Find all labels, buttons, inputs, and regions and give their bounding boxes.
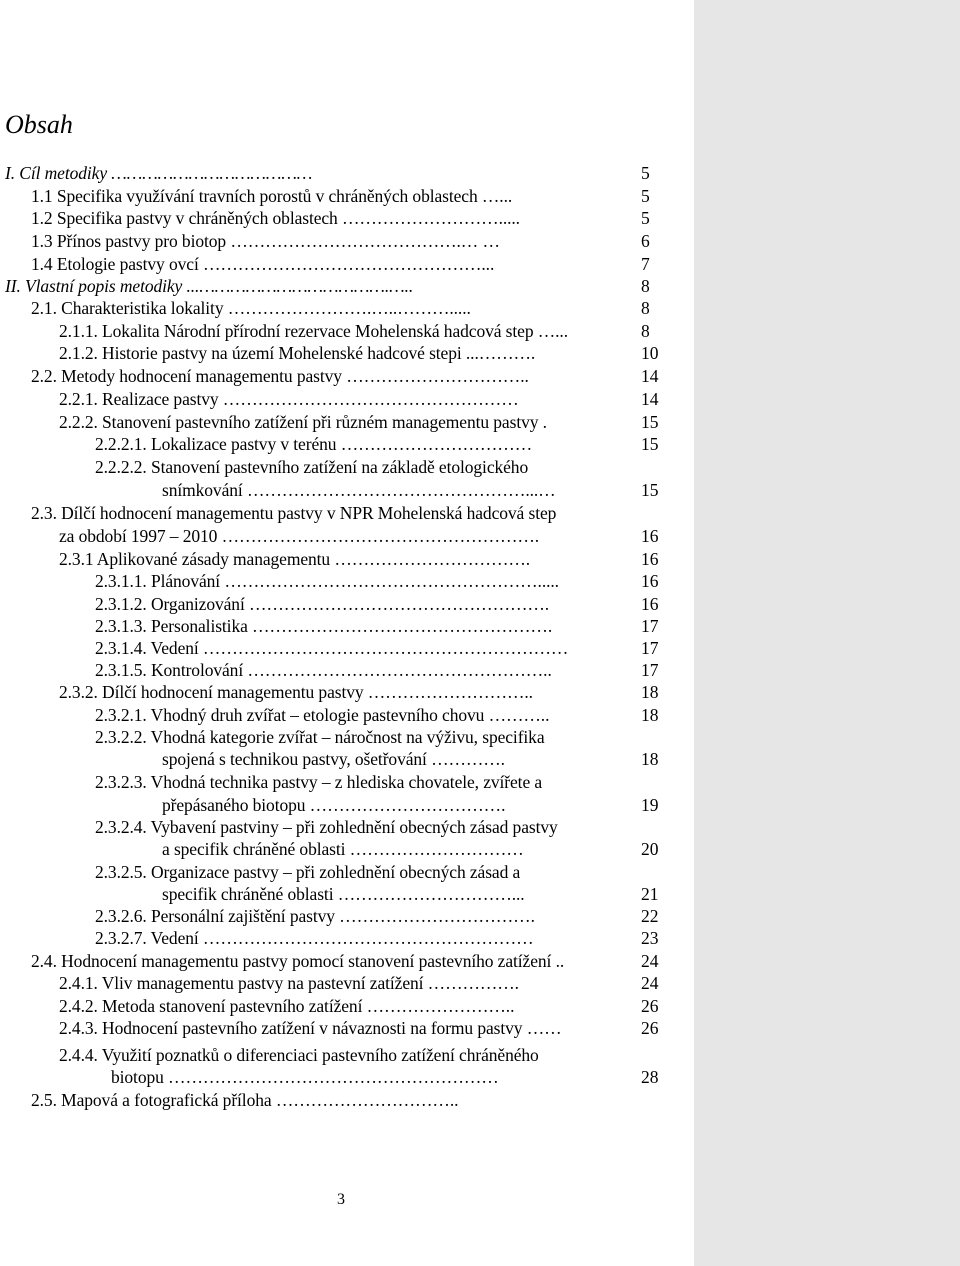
comment-sidebar: [694, 0, 960, 1266]
toc-entry: 2.3.1.3. Personalistika …………………………………………….: [95, 616, 553, 636]
toc-entry: specifik chráněné oblasti …………………………...: [162, 884, 525, 904]
toc-entry: 2.1.1. Lokalita Národní přírodní rezervace Mohelenská hadcová step …...: [59, 321, 568, 341]
toc-entry: 2.4.4. Využití poznatků o diferenciaci pastevního zatížení chráněného: [59, 1045, 539, 1065]
toc-entry: spojená s technikou pastvy, ošetřování ………….: [162, 749, 505, 769]
toc-entry: 2.3.2.1. Vhodný druh zvířat – etologie pastevního chovu ………..: [95, 705, 550, 725]
toc-entry: 2.3. Dílčí hodnocení managementu pastvy v NPR Mohelenská hadcová step: [31, 503, 557, 523]
toc-page-number: 15: [641, 480, 659, 500]
toc-entry: 2.3.1 Aplikované zásady managementu …………………………….: [59, 549, 531, 569]
toc-entry: 2.3.2.2. Vhodná kategorie zvířat – náročnost na výživu, specifika: [95, 727, 545, 747]
toc-page-number: 14: [641, 366, 659, 386]
toc-page-number: 24: [641, 951, 659, 971]
toc-page-number: 20: [641, 839, 659, 859]
toc-page-number: 8: [641, 276, 650, 296]
toc-page-number: 24: [641, 973, 659, 993]
toc-page-number: 15: [641, 412, 659, 432]
toc-entry: 2.2.2. Stanovení pastevního zatížení při různém managementu pastvy .: [59, 412, 547, 432]
toc-page-number: 16: [641, 571, 659, 591]
toc-entry: 2.3.2.5. Organizace pastvy – při zohlednění obecných zásad a: [95, 862, 521, 882]
toc-page-number: 6: [641, 231, 650, 251]
toc-page-number: 16: [641, 549, 659, 569]
toc-entry: 2.3.2. Dílčí hodnocení managementu pastvy ………………………..: [59, 682, 533, 702]
toc-entry: 1.2 Specifika pastvy v chráněných oblastech ……………………….....: [31, 208, 520, 228]
toc-page-number: 5: [641, 186, 650, 206]
toc-entry: 2.1.2. Historie pastvy na území Mohelenské hadcové stepi ...……….: [59, 343, 536, 363]
toc-entry: 1.4 Etologie pastvy ovcí …………………………………………...: [31, 254, 495, 274]
toc-page-number: 7: [641, 254, 650, 274]
toc-entry: 2.2. Metody hodnocení managementu pastvy …………………………..: [31, 366, 529, 386]
toc-entry: 2.3.1.4. Vedení ………………………………………………………: [95, 638, 569, 658]
toc-page-number: 22: [641, 906, 659, 926]
toc-entry: 2.1. Charakteristika lokality …………………….…..……….....: [31, 298, 471, 318]
toc-entry: 2.4.2. Metoda stanovení pastevního zatížení ……………………..: [59, 996, 515, 1016]
toc-page-number: 18: [641, 682, 659, 702]
toc-page-number: 14: [641, 389, 659, 409]
toc-page-number: 17: [641, 660, 659, 680]
toc-page-number: 16: [641, 526, 659, 546]
toc-entry: 2.2.2.1. Lokalizace pastvy v terénu ……………………………: [95, 434, 533, 454]
toc-page-number: 26: [641, 996, 659, 1016]
toc-page-number: 18: [641, 749, 659, 769]
toc-entry: I. Cíl metodiky …………………………………: [5, 163, 313, 183]
toc-page-number: 23: [641, 928, 659, 948]
toc-page-number: 28: [641, 1067, 659, 1087]
toc-page-number: 15: [641, 434, 659, 454]
toc-entry: za období 1997 – 2010 ……………………………………………….: [59, 526, 540, 546]
toc-entry: 1.3 Přínos pastvy pro biotop ………………………………….… …: [31, 231, 500, 251]
toc-entry: 2.3.2.3. Vhodná technika pastvy – z hlediska chovatele, zvířete a: [95, 772, 543, 792]
toc-page-number: 18: [641, 705, 659, 725]
toc-entry: přepásaného biotopu …………………………….: [162, 795, 506, 815]
toc-entry: 2.3.2.4. Vybavení pastviny – při zohlednění obecných zásad pastvy: [95, 817, 558, 837]
toc-entry: 2.3.1.2. Organizování …………………………………………….: [95, 594, 550, 614]
toc-page-number: 10: [641, 343, 659, 363]
toc-page-number: 17: [641, 638, 659, 658]
toc-entry: 2.3.2.7. Vedení …………………………………………………: [95, 928, 534, 948]
toc-page-number: 8: [641, 298, 650, 318]
page-number: 3: [337, 1191, 345, 1208]
toc-page-number: 5: [641, 208, 650, 228]
toc-entry: 2.4.3. Hodnocení pastevního zatížení v návaznosti na formu pastvy ……: [59, 1018, 562, 1038]
toc-page-number: 26: [641, 1018, 659, 1038]
toc-entry: 2.3.2.6. Personální zajištění pastvy …………………………….: [95, 906, 535, 926]
toc-entry: 2.4. Hodnocení managementu pastvy pomocí stanovení pastevního zatížení ..: [31, 951, 565, 971]
toc-page-number: 21: [641, 884, 659, 904]
toc-entry: biotopu …………………………………………………: [111, 1067, 499, 1087]
toc-entry: 1.1 Specifika využívání travních porostů v chráněných oblastech …...: [31, 186, 513, 206]
toc-entry: 2.3.1.5. Kontrolování ……………………………………………..: [95, 660, 552, 680]
toc-page-number: 8: [641, 321, 650, 341]
toc-entry: 2.5. Mapová a fotografická příloha …………………………..: [31, 1090, 459, 1110]
toc-entry: II. Vlastní popis metodiky ...……………………………….…..: [5, 276, 414, 296]
toc-entry: 2.4.1. Vliv managementu pastvy na pastevní zatížení …………….: [59, 973, 519, 993]
toc-page-number: 19: [641, 795, 659, 815]
toc-page-number: 17: [641, 616, 659, 636]
toc-entry: snímkování …………………………………………...…: [162, 480, 556, 500]
toc-entry: 2.2.2.2. Stanovení pastevního zatížení na základě etologického: [95, 457, 529, 477]
toc-page-number: 5: [641, 163, 650, 183]
toc-heading: Obsah: [5, 110, 73, 139]
toc-entry: 2.2.1. Realizace pastvy ……………………………………………: [59, 389, 519, 409]
toc-entry: a specifik chráněné oblasti …………………………: [162, 839, 524, 859]
toc-entry: 2.3.1.1. Plánování ……………………………………………….....: [95, 571, 559, 591]
toc-page-number: 16: [641, 594, 659, 614]
